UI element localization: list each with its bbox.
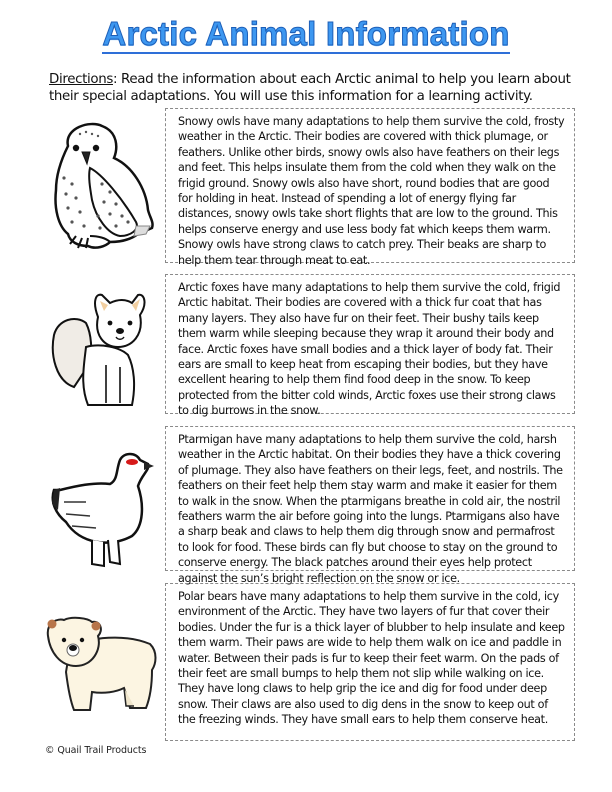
snowy-owl-card — [165, 108, 575, 267]
polar-bear-text: Polar bears have many adaptations to help them survive in the cold, icy environment of the Arctic. They have two layers of fur that cover their bodies. Under the fur is a thick layer of blubber to help insulate and keep them warm. Their paws are wide to help them walk on ice and paddle in water. Between their pads is fur to keep their feet warm. On the pads of their feet are small bumps to help them not slip while walking on ice. They have long claws to help grip the ice and dig for food under deep snow. Their claws are also used to dig dens in the snow to keep out of the freezing winds. They have small ears to help them conserve heat. — [178, 590, 565, 727]
directions-label: Directions — [49, 72, 113, 87]
arctic-fox-icon — [40, 285, 160, 415]
snowy-owl-icon — [40, 118, 160, 263]
page-title-text: Arctic Animal Information — [102, 15, 510, 52]
copyright-footer: © Quail Trail Products — [45, 745, 147, 756]
page-title — [0, 14, 612, 54]
ptarmigan-icon — [40, 440, 160, 575]
polar-bear-icon — [40, 608, 160, 718]
arctic-fox-card — [165, 274, 575, 418]
polar-bear-card — [165, 583, 575, 741]
ptarmigan-text: Ptarmigan have many adaptations to help them survive the cold, harsh weather in the Arctic habitat. On their bodies they have a thick covering of plumage. They also have feathers on their legs, feet, and nostrils. The feathers on their feet help them stay warm and make it easier for them to walk in the snow. When the ptarmigans breathe in cold air, the nostril feathers warm the air before going into the lungs. Ptarmigans also have a sharp beak and claws to help them dig through snow and permafrost to look for food. These birds can fly but choose to stay on the ground to conserve energy. The black patches around their eyes help protect against the sun’s bright reflection on the snow or ice. — [178, 433, 563, 585]
arctic-fox-text: Arctic foxes have many adaptations to help them survive the cold, frigid Arctic habitat. Their bodies are covered with a thick fur coat that has many layers. They also have fur on their feet. Their bushy tails keep them warm while sleeping because they wrap it around their body and face. Arctic foxes have small bodies and a thick layer of body fat. Their ears are small to keep heat from escaping their bodies, but they have excellent hearing to help them find food deep in the snow. To keep protected from the bitter cold winds, Arctic foxes use their strong claws to dig burrows in the snow. — [178, 281, 561, 418]
directions — [49, 71, 589, 105]
directions-text: : Read the information about each Arctic animal to help you learn about their special adaptations. You will use this information for a learning activity. — [49, 72, 571, 104]
ptarmigan-card — [165, 426, 575, 585]
snowy-owl-text: Snowy owls have many adaptations to help them survive the cold, frosty weather in the Arctic. Their bodies are covered with thick plumage, or feathers. Unlike other birds, snowy owls also have feathers on their legs and feet. This helps insulate them from the cold when they walk on the frigid ground. Snowy owls also have short, round bodies that are good for holding in heat. Instead of spending a lot of energy flying far distances, snowy owls take short flights that are low to the ground. This helps conserve energy and use less body fat which keeps them warm. Snowy owls have strong claws to catch prey. Their beaks are sharp to help them tear through meat to eat. — [178, 115, 565, 267]
